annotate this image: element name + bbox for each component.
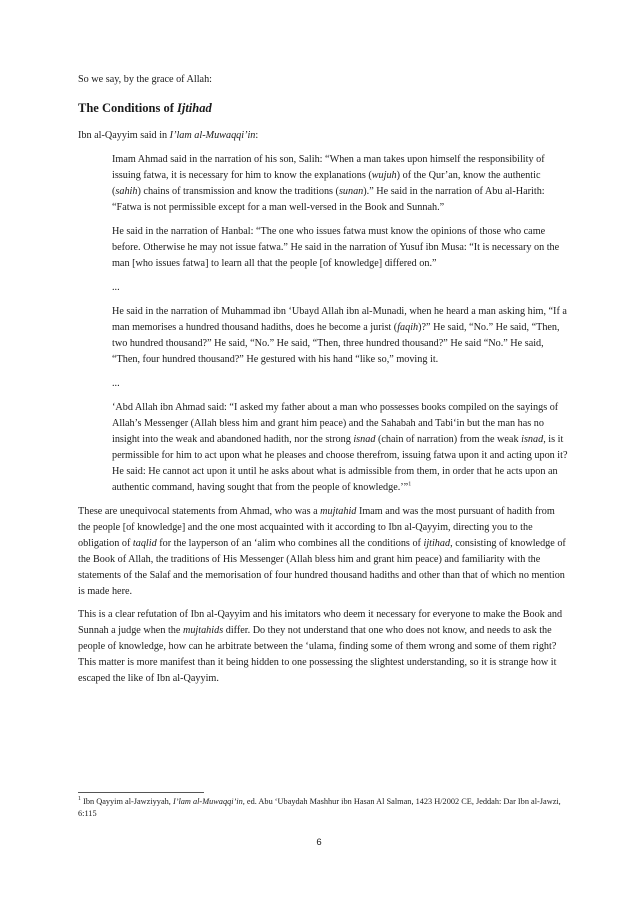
intro-line: So we say, by the grace of Allah: [78,74,213,85]
section-heading: The Conditions of Ijtihad [78,101,212,115]
footnote-divider [78,792,204,793]
source-intro: Ibn al-Qayyim said in I’lam al-Muwaqqi’in: [78,130,259,141]
main-text [78,68,568,694]
block-quote-munadi: He said in the narration of Muhammad ibn ‘Ubayd Allah ibn al-Munadi, when he heard a man asking him, “If a man memorises a hundred thousand hadiths, does he become a jurist (faqih)?” He said, “No.” He said, “Then, two hundred thousand?” He said, “No.” He said, “Then, three hundred thousand?” He said “No.” He said, “Then, four hundred thousand?” He gestured with his hand “like so,” moving it. [112,306,567,365]
footnote-number: 1 [78,796,81,803]
page-number: 6 [316,837,322,848]
body-paragraph: These are unequivocal statements from Ahmad, who was a mujtahid Imam and was the most pursuant of hadith from the people [of knowledge] and the one most acquainted with it according to Ibn al-Qayyim, directing you to the obligation of taqlid for the layperson of an ‘alim who combines all the conditions of ijtihad, consisting of knowledge of the Book of Allah, the traditions of His Messenger (Allah bless him and grant him peace) and familiarity with the statements of the Salaf and the memorisation of four hundred thousand hadiths and other than that of which no mention is made here. [78,506,566,597]
footnote-reference[interactable]: 1 [408,481,412,488]
block-quote-abd-allah: ‘Abd Allah ibn Ahmad said: “I asked my father about a man who possesses books compiled on the sayings of Allah’s Messenger (Allah bless him and grant him peace) and the Sahabah and Tabi‘in but the man has no insight into the weak and abandoned hadith, nor the strong isnad (chain of narration) from the weak isnad, is it permissible for him to act upon what he pleases and choose therefrom, issuing fatwa upon it and acting upon it? He said: He cannot act upon it until he asks about what is admissible from them, in order that he acts upon an authentic command, having sought that from the people of knowledge.’”$^1$ [112,402,568,493]
ellipsis: ... [112,282,120,293]
ellipsis: ... [112,378,120,389]
block-quote-hanbal: He said in the narration of Hanbal: “The one who issues fatwa must know the opinions of those who came before. Otherwise he may not issue fatwa.” He said in the narration of Yusuf ibn Musa: “It is necessary on the man [who issues fatwa] to learn all that the people [of knowledge] differed on.” [112,226,560,269]
footnote: $^1$ Ibn Qayyim al-Jawziyyah, I’lam al-Muwaqqi’in, ed. Abu ‘Ubaydah Mashhur ibn Hasan Al Salman, 1423 H/2002 CE, Jeddah: Dar Ibn al-Jawzi, 6:115 [78,796,561,818]
block-quote-salih: Imam Ahmad said in the narration of his son, Salih: “When a man takes upon himself the responsibility of issuing fatwa, it is necessary for him to know the explanations (wujuh) of the Qur’an, know the authentic (sahih) chains of transmission and know the traditions (sunan).” He said in the narration of Abu al-Harith: “Fatwa is not permissible except for a man well-versed in the Book and Sunnah.” [112,154,545,213]
body-paragraph: This is a clear refutation of Ibn al-Qayyim and his imitators who deem it necessary for everyone to make the Book and Sunnah a judge when the mujtahids differ. Do they not understand that one who does not know, and needs to ask the people of knowledge, how can he arbitrate between the ‘ulama, finding some of them wrong and some of them right? This matter is more manifest than it being hidden to one possessing the slightest understanding, so it is strange how it escaped the like of Ibn al-Qayyim. [78,609,563,684]
